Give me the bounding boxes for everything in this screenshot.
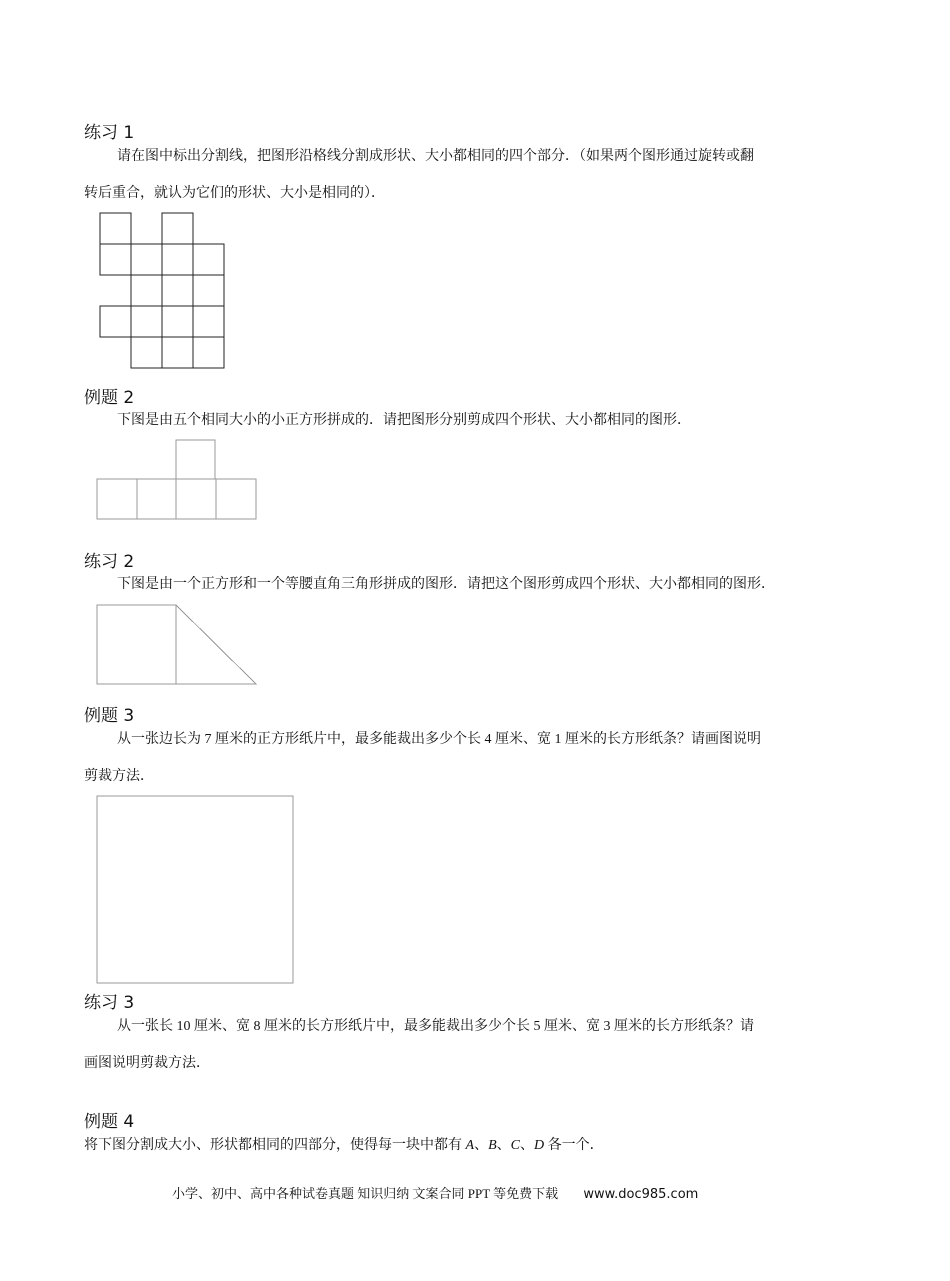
grid-cell — [162, 213, 193, 244]
grid-cell — [131, 275, 162, 306]
page-footer — [172, 1185, 698, 1204]
grid-cell — [162, 275, 193, 306]
grid-cell — [131, 337, 162, 368]
practice-1-text-line-2: 转后重合，就认为它们的形状、大小是相同的）． — [84, 186, 385, 201]
example-4-text-suffix: 各一个． — [544, 1138, 604, 1153]
footer-text: 小学、初中、高中各种试卷真题 知识归纳 文案合同 PPT 等免费下载 — [172, 1186, 559, 1201]
practice-2-square-triangle-figure — [97, 605, 256, 684]
separator: 、 — [496, 1138, 511, 1153]
example-4-text-prefix: 将下图分割成大小、形状都相同的四部分，使得每一块中都有 — [84, 1138, 466, 1153]
square — [216, 479, 256, 519]
grid-cell — [193, 337, 224, 368]
heading-example-2: 例题 2 — [84, 388, 135, 408]
square — [137, 479, 176, 519]
right-triangle — [176, 605, 256, 684]
example-3-text-line-1: 从一张边长为 7 厘米的正方形纸片中，最多能裁出多少个长 4 厘米、宽 1 厘米的长方形纸条？请画图说明 — [117, 732, 761, 747]
square — [97, 605, 176, 684]
practice-1-text-line-1: 请在图中标出分割线，把图形沿格线分割成形状、大小都相同的四个部分．（如果两个图形通过旋转或翻 — [117, 149, 754, 164]
grid-cell — [131, 306, 162, 337]
separator: 、 — [519, 1138, 534, 1153]
heading-practice-3: 练习 3 — [84, 993, 135, 1013]
grid-cell — [100, 244, 131, 275]
separator: 、 — [474, 1138, 489, 1153]
label-d: D — [533, 1138, 545, 1153]
square — [97, 479, 137, 519]
heading-example-3: 例题 3 — [84, 706, 135, 726]
example-4-text-line-1 — [84, 1136, 604, 1156]
example-3-text-line-2: 剪裁方法． — [84, 769, 154, 784]
label-b: B — [488, 1138, 497, 1153]
example-3-square-paper — [97, 796, 293, 983]
label-a: A — [465, 1138, 475, 1153]
label-c: C — [510, 1138, 520, 1153]
grid-cell — [100, 213, 131, 244]
heading-practice-2: 练习 2 — [84, 552, 135, 572]
example-2-text-line-1: 下图是由五个相同大小的小正方形拼成的．请把图形分别剪成四个形状、大小都相同的图形． — [117, 413, 691, 428]
grid-cell — [193, 306, 224, 337]
square — [176, 479, 216, 519]
grid-cell — [162, 306, 193, 337]
footer-url-link[interactable]: www.doc985.com — [583, 1187, 699, 1202]
heading-example-4: 例题 4 — [84, 1112, 135, 1132]
grid-cell — [193, 244, 224, 275]
grid-cell — [162, 244, 193, 275]
practice-3-text-line-2: 画图说明剪裁方法． — [84, 1056, 210, 1071]
heading-practice-1: 练习 1 — [84, 123, 135, 143]
grid-cell — [100, 306, 131, 337]
practice-3-text-line-1: 从一张长 10 厘米、宽 8 厘米的长方形纸片中，最多能裁出多少个长 5 厘米、宽 3 厘米的长方形纸条？请 — [117, 1019, 754, 1034]
practice-1-grid-figure — [100, 213, 224, 368]
grid-cell — [162, 337, 193, 368]
grid-cell — [131, 244, 162, 275]
example-2-five-squares-figure — [97, 440, 256, 519]
square — [176, 440, 215, 479]
practice-2-text-line-1: 下图是由一个正方形和一个等腰直角三角形拼成的图形．请把这个图形剪成四个形状、大小都相同的图形． — [117, 577, 775, 592]
grid-cell — [193, 275, 224, 306]
